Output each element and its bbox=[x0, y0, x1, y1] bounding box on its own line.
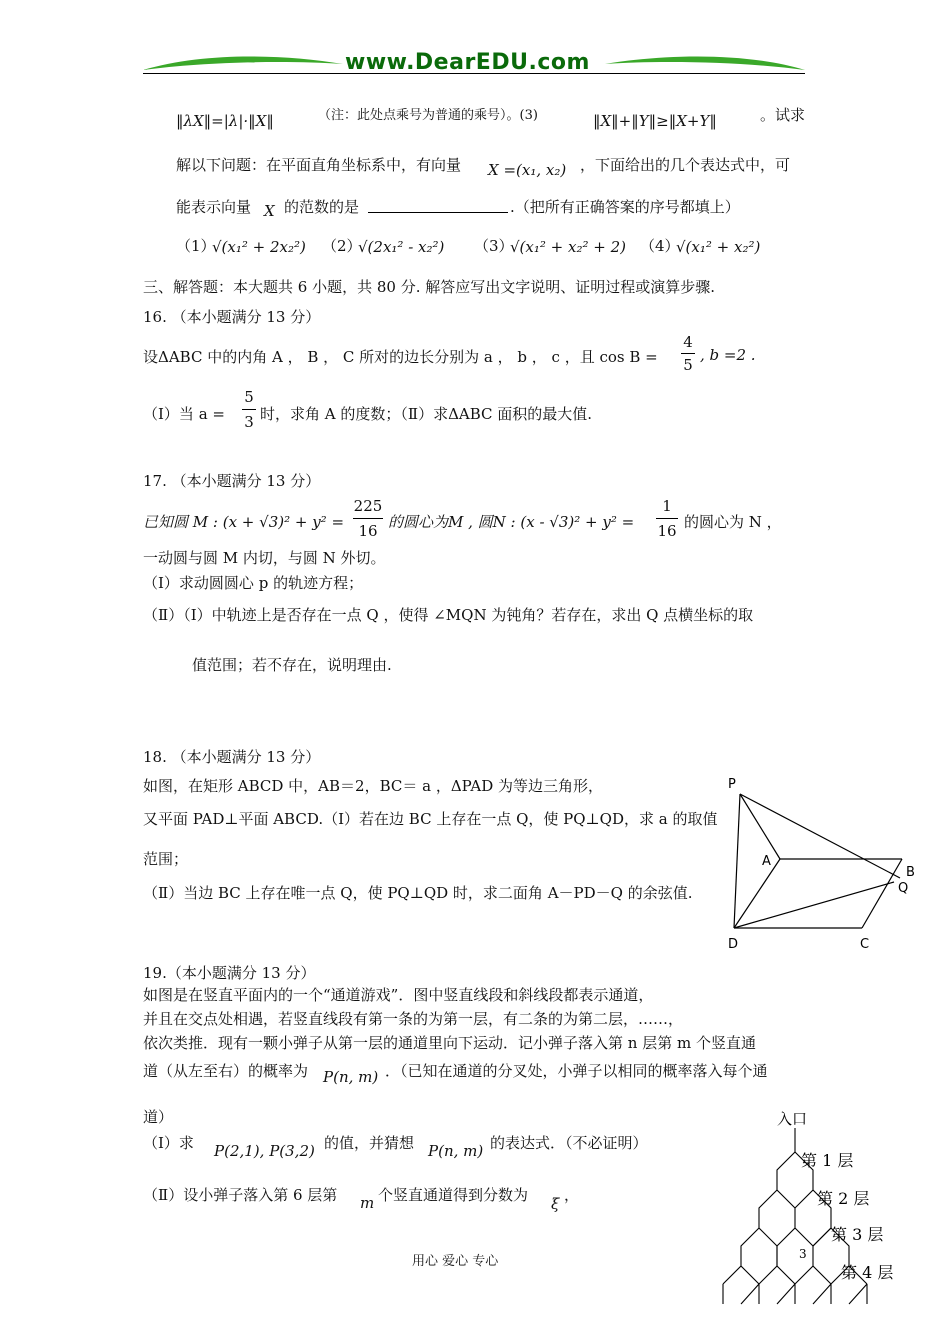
option-4-label: （4） bbox=[640, 237, 680, 255]
q19-line2: 并且在交点处相遇，若竖直线段有第一条的为第一层，有二条的为第二层，……， bbox=[143, 1010, 684, 1028]
q17-f2-bar bbox=[656, 518, 678, 519]
layer-4-label: 第 4 层 bbox=[841, 1263, 894, 1282]
q16-frac2-den: 3 bbox=[244, 413, 254, 431]
q19-part2-c: ， bbox=[564, 1186, 580, 1204]
q16-frac-bar bbox=[681, 353, 695, 354]
q16-frac2-bar bbox=[242, 409, 256, 410]
p15-line1-end: 。试求 bbox=[760, 106, 806, 124]
q18-line1: 如图，在矩形 ABCD 中，AB＝2，BC＝ a ，ΔPAD 为等边三角形， bbox=[143, 777, 604, 795]
q19-line5: 道） bbox=[143, 1108, 174, 1126]
q16-frac-den: 5 bbox=[683, 356, 693, 374]
q17-line2: 一动圆与圆 M 内切，与圆 N 外切。 bbox=[143, 549, 386, 567]
q16-line1: 设ΔABC 中的内角 A ， B ， C 所对的边长分别为 a ， b ， c ，且 cos B = bbox=[143, 348, 658, 366]
q17-f2-den: 16 bbox=[657, 522, 677, 540]
q19-part1-a: （Ⅰ）求 bbox=[143, 1134, 194, 1152]
q16-title: 16. （本小题满分 13 分） bbox=[143, 308, 321, 326]
q16-frac-num: 4 bbox=[683, 333, 693, 351]
label-b: B bbox=[906, 865, 915, 880]
q17-circle-n: 的圆心为M , 圆N : (x - √3)² + y² = bbox=[388, 513, 635, 531]
label-a: A bbox=[762, 854, 771, 869]
label-q: Q bbox=[898, 881, 909, 896]
p15-line3-b: 的范数的是 bbox=[284, 198, 360, 216]
q17-title: 17. （本小题满分 13 分） bbox=[143, 472, 321, 490]
q19-line3: 依次类推．现有一颗小弹子从第一层的通道里向下运动．记小弹子落入第 n 层第 m 个竖直通 bbox=[143, 1034, 756, 1052]
site-logo: www.DearEDU.com bbox=[345, 50, 590, 75]
p15-line3-a: 能表示向量 bbox=[176, 198, 252, 216]
label-c: C bbox=[860, 937, 870, 952]
p15-line3-c: .（把所有正确答案的序号都填上） bbox=[510, 198, 740, 216]
entry-label: 入口 bbox=[777, 1110, 808, 1128]
layer-2-label: 第 2 层 bbox=[817, 1189, 870, 1208]
note-text: （注：此处点乘号为普通的乘号）。(3) bbox=[318, 108, 538, 123]
q19-pnm-2: P(n, m) bbox=[428, 1142, 484, 1160]
q17-part2-cont: 值范围；若不存在，说明理由. bbox=[192, 656, 392, 674]
q17-f1-bar bbox=[353, 518, 383, 519]
option-2-label: （2） bbox=[322, 237, 362, 255]
label-p: P bbox=[728, 777, 736, 792]
label-d: D bbox=[728, 937, 739, 952]
p15-x: X bbox=[264, 202, 275, 220]
option-3-formula: √(x₁² + x₂² + 2) bbox=[510, 238, 626, 256]
q19-part1-c: 的表达式．（不必证明） bbox=[490, 1134, 648, 1152]
norm-property-3: ‖X‖+‖Y‖≥‖X+Y‖ bbox=[593, 112, 717, 130]
q18-title: 18. （本小题满分 13 分） bbox=[143, 748, 321, 766]
q18-line3: 范围； bbox=[143, 850, 189, 868]
section-3-heading: 三、解答题：本大题共 6 小题，共 80 分. 解答应写出文字说明、证明过程或演算步骤. bbox=[143, 278, 716, 296]
norm-property-2: ‖λX‖=|λ|·‖X‖ bbox=[176, 112, 274, 130]
q16-line2-b: 时，求角 A 的度数；（Ⅱ）求ΔABC 面积的最大值. bbox=[260, 405, 593, 423]
option-2-formula: √(2x₁² - x₂²) bbox=[358, 238, 445, 256]
header-leaf-left bbox=[143, 50, 343, 75]
channel-game-figure bbox=[715, 1108, 915, 1314]
q19-title: 19.（本小题满分 13 分） bbox=[143, 964, 316, 982]
q19-part2-a: （Ⅱ）设小弹子落入第 6 层第 bbox=[143, 1186, 338, 1204]
q17-circle-m: 已知圆 M : (x + √3)² + y² = bbox=[143, 513, 345, 531]
q19-p21-p32: P(2,1), P(3,2) bbox=[214, 1142, 315, 1160]
layer-1-label: 第 1 层 bbox=[801, 1151, 854, 1170]
pyramid-figure bbox=[722, 770, 922, 955]
p15-line2-b: ，下面给出的几个表达式中，可 bbox=[580, 156, 791, 174]
option-4-formula: √(x₁² + x₂²) bbox=[676, 238, 761, 256]
vector-x: X =(x₁, x₂) bbox=[488, 161, 567, 179]
footer-text: 用心 爱心 专心 bbox=[412, 1254, 499, 1269]
q17-f2-num: 1 bbox=[662, 497, 672, 515]
q18-line4: （Ⅱ）当边 BC 上存在唯一点 Q，使 PQ⊥QD 时，求二面角 A－PD－Q 的余弦值. bbox=[143, 884, 693, 902]
option-1-label: （1） bbox=[176, 237, 216, 255]
header-rule bbox=[143, 73, 805, 74]
q17-part1: （Ⅰ）求动圆圆心 p 的轨迹方程； bbox=[143, 574, 364, 592]
q17-line1-end: 的圆心为 N ， bbox=[684, 513, 782, 531]
q19-pnm: P(n, m) bbox=[323, 1068, 379, 1086]
q19-line1: 如图是在竖直平面内的一个“通道游戏”．图中竖直线段和斜线段都表示通道， bbox=[143, 986, 654, 1004]
q19-part1-b: 的值，并猜想 bbox=[324, 1134, 415, 1152]
q19-line4-b: ．（已知在通道的分叉处，小弹子以相同的概率落入每个通 bbox=[385, 1062, 768, 1080]
option-1-formula: √(x₁² + 2x₂²) bbox=[212, 238, 306, 256]
p15-line2-a: 解以下问题：在平面直角坐标系中，有向量 bbox=[176, 156, 462, 174]
q19-part2-b: 个竖直通道得到分数为 bbox=[378, 1186, 529, 1204]
q16-line1-end: , b =2 . bbox=[700, 346, 756, 364]
header-leaf-right bbox=[605, 50, 805, 75]
option-3-label: （3） bbox=[474, 237, 514, 255]
page-number: 3 bbox=[799, 1247, 807, 1261]
q19-xi: ξ bbox=[551, 1195, 560, 1213]
q19-line4-a: 道（从左至右）的概率为 bbox=[143, 1062, 309, 1080]
q17-part2: （Ⅱ）（Ⅰ）中轨迹上是否存在一点 Q ，使得 ∠MQN 为钝角？若存在，求出 Q 点横坐标的取 bbox=[143, 606, 754, 624]
q16-line2-a: （Ⅰ）当 a = bbox=[143, 405, 225, 423]
answer-blank bbox=[368, 212, 508, 213]
q19-m: m bbox=[360, 1194, 375, 1212]
q16-frac2-num: 5 bbox=[244, 388, 254, 406]
q17-f1-num: 225 bbox=[353, 497, 383, 515]
q18-line2: 又平面 PAD⊥平面 ABCD.（Ⅰ）若在边 BC 上存在一点 Q，使 PQ⊥QD，求 a 的取值 bbox=[143, 810, 718, 828]
layer-3-label: 第 3 层 bbox=[831, 1225, 884, 1244]
q17-f1-den: 16 bbox=[358, 522, 378, 540]
